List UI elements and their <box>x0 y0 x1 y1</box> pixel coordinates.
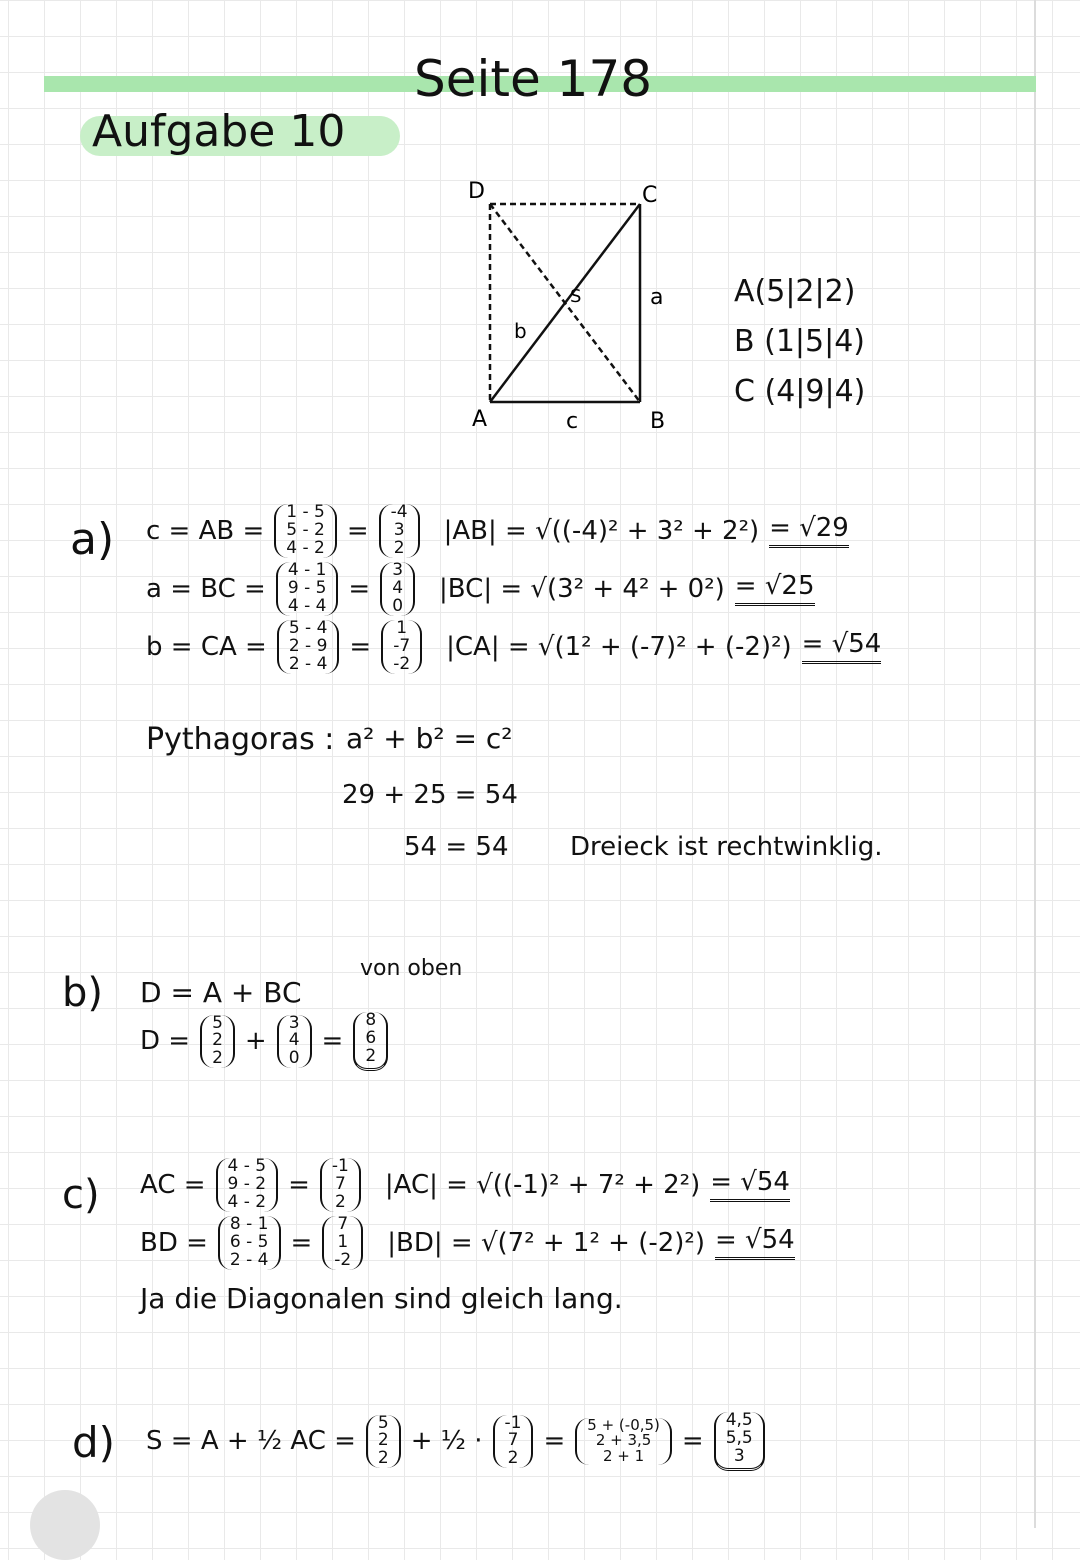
vector-ac-result: -1 7 2 <box>320 1158 361 1212</box>
vector-ca-result: 1 -7 -2 <box>381 620 422 674</box>
side-a-label: a <box>650 285 664 310</box>
magnitude-ca: |CA| = √(1² + (-7)² + (-2)²) <box>446 631 792 662</box>
magnitude-bc: |BC| = √(3² + 4² + 0²) <box>439 573 725 604</box>
vector-ab-lhs: c = AB = <box>146 515 265 546</box>
vector-ac-row: AC = 4 - 5 9 - 2 4 - 2 = -1 7 2 |AC| = √((-1)² + 7² + 2²) = √54 <box>140 1156 790 1212</box>
point-a: A(5|2|2) <box>734 274 856 309</box>
magnitude-ac: |AC| = √((-1)² + 7² + 2²) <box>384 1169 701 1200</box>
vector-ab-row: c = AB = 1 - 5 5 - 2 4 - 2 = -4 3 2 |AB| = √((-4)² + 3² + 2²) = √29 <box>146 502 849 558</box>
vertex-c-label: C <box>642 183 658 208</box>
vector-sum: 5 + (-0,5) 2 + 3,5 2 + 1 <box>575 1418 672 1465</box>
page-edge <box>1034 0 1036 1528</box>
vertex-d-label: D <box>468 179 485 204</box>
part-d-lhs: S = A + ½ AC = <box>146 1426 356 1457</box>
vertex-b-label: B <box>650 409 666 434</box>
part-d-label: d) <box>72 1418 116 1467</box>
pythagoras-step1: 29 + 25 = 54 <box>342 780 518 810</box>
magnitude-ab: |AB| = √((-4)² + 3² + 2²) <box>443 515 760 546</box>
part-b-line2: D = 5 2 2 + 3 4 0 = 8 6 2 <box>140 1012 388 1071</box>
page-title: Seite 178 <box>414 50 653 108</box>
point-b: B (1|5|4) <box>734 324 866 359</box>
part-b-line1: D = A + BC <box>140 976 302 1009</box>
vector-ab-diff: 1 - 5 5 - 2 4 - 2 <box>274 504 337 558</box>
vector-s-result: 4,5 5,5 3 <box>714 1412 765 1471</box>
diagonal-b-label: b <box>514 319 527 343</box>
vector-ac-d: -1 7 2 <box>493 1415 534 1469</box>
point-c: C (4|9|4) <box>734 374 866 409</box>
half-factor: + ½ · <box>410 1426 483 1457</box>
vector-ac-lhs: AC = <box>140 1169 206 1200</box>
vector-d-result: 8 6 2 <box>353 1012 388 1071</box>
pythagoras-formula: a² + b² = c² <box>346 722 513 755</box>
vector-ab-result: -4 3 2 <box>379 504 420 558</box>
vector-bc: 3 4 0 <box>277 1015 312 1069</box>
part-a-label: a) <box>70 514 115 565</box>
vector-bc-result: 3 4 0 <box>380 562 415 616</box>
part-c-label: c) <box>62 1172 100 1218</box>
vector-bd-diff: 8 - 1 6 - 5 2 - 4 <box>218 1216 281 1270</box>
vector-bd-row: BD = 8 - 1 6 - 5 2 - 4 = 7 1 -2 |BD| = √(7² + 1² + (-2)²) = √54 <box>140 1214 795 1270</box>
part-b-note: von oben <box>360 956 463 981</box>
part-b-lhs: D = <box>140 1026 191 1057</box>
vector-bc-lhs: a = BC = <box>146 573 266 604</box>
vector-a-d: 5 2 2 <box>366 1415 401 1469</box>
conclusion-right-angle: Dreieck ist rechtwinklig. <box>570 832 883 862</box>
vector-a: 5 2 2 <box>200 1015 235 1069</box>
page-corner-button[interactable] <box>30 1490 100 1560</box>
vertex-a-label: A <box>472 407 488 432</box>
vector-bc-diff: 4 - 1 9 - 5 4 - 4 <box>276 562 339 616</box>
part-b-label: b) <box>62 970 103 1016</box>
vector-ca-row: b = CA = 5 - 4 2 - 9 2 - 4 = 1 -7 -2 |CA| = √(1² + (-7)² + (-2)²) = √54 <box>146 618 882 674</box>
vector-ca-lhs: b = CA = <box>146 631 267 662</box>
conclusion-diagonals: Ja die Diagonalen sind gleich lang. <box>140 1282 623 1315</box>
vector-bd-lhs: BD = <box>140 1227 208 1258</box>
rectangle-figure <box>460 170 680 440</box>
part-d-row: S = A + ½ AC = 5 2 2 + ½ · -1 7 2 = 5 + (-0,5) 2 + 3,5 2 + 1 = 4,5 5,5 3 <box>146 1412 765 1471</box>
task-title: Aufgabe 10 <box>92 106 346 157</box>
vector-bd-result: 7 1 -2 <box>322 1216 363 1270</box>
magnitude-ca-value: = √54 <box>802 629 882 664</box>
magnitude-ab-value: = √29 <box>769 513 849 548</box>
magnitude-bd: |BD| = √(7² + 1² + (-2)²) <box>387 1227 705 1258</box>
vector-bc-row: a = BC = 4 - 1 9 - 5 4 - 4 = 3 4 0 |BC| = √(3² + 4² + 0²) = √25 <box>146 560 815 616</box>
vector-ca-diff: 5 - 4 2 - 9 2 - 4 <box>277 620 340 674</box>
magnitude-bc-value: = √25 <box>735 571 815 606</box>
pythagoras-label: Pythagoras : <box>146 722 335 757</box>
pythagoras-step2: 54 = 54 <box>404 832 509 862</box>
intersection-s-label: S <box>570 286 582 307</box>
vector-ac-diff: 4 - 5 9 - 2 4 - 2 <box>216 1158 279 1212</box>
magnitude-ac-value: = √54 <box>710 1167 790 1202</box>
side-c-label: c <box>566 409 579 434</box>
magnitude-bd-value: = √54 <box>715 1225 795 1260</box>
